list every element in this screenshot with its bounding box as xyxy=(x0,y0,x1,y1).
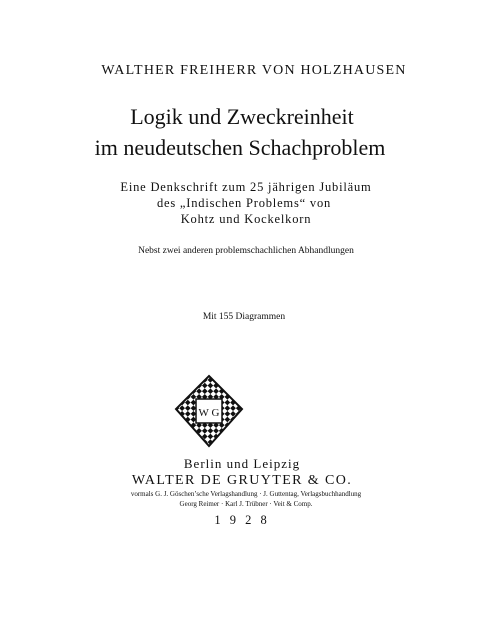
crest-letters: W G xyxy=(198,407,220,419)
diagram-count-note: Mit 155 Diagrammen xyxy=(202,312,286,322)
subtitle-line-2: des „Indischen Problems“ von xyxy=(156,196,332,210)
subtitle-line-1: Eine Denkschrift zum 25 jährigen Jubiläum xyxy=(120,180,372,194)
imprint-city: Berlin und Leipzig xyxy=(183,456,301,471)
publication-year: 1 9 2 8 xyxy=(214,513,270,527)
book-title-line-2: im neudeutschen Schachproblem xyxy=(94,135,386,160)
publisher-former-names-2: Georg Reimer · Karl J. Trübner · Veit & Comp. xyxy=(179,500,313,508)
book-title-line-1: Logik und Zweckreinheit xyxy=(130,104,354,129)
author-name: WALTHER FREIHERR VON HOLZHAUSEN xyxy=(101,63,407,78)
publisher-former-names-1: vormals G. J. Göschen’sche Verlagshandlung · J. Guttentag, Verlagsbuchhandlung xyxy=(130,490,362,498)
subtitle-line-3: Kohtz und Kockelkorn xyxy=(180,212,312,226)
additional-treatises-note: Nebst zwei anderen problemschachlichen Abhandlungen xyxy=(138,246,354,256)
publisher-chess-crest-icon xyxy=(174,374,244,448)
publisher-name: WALTER DE GRUYTER & CO. xyxy=(131,473,353,488)
